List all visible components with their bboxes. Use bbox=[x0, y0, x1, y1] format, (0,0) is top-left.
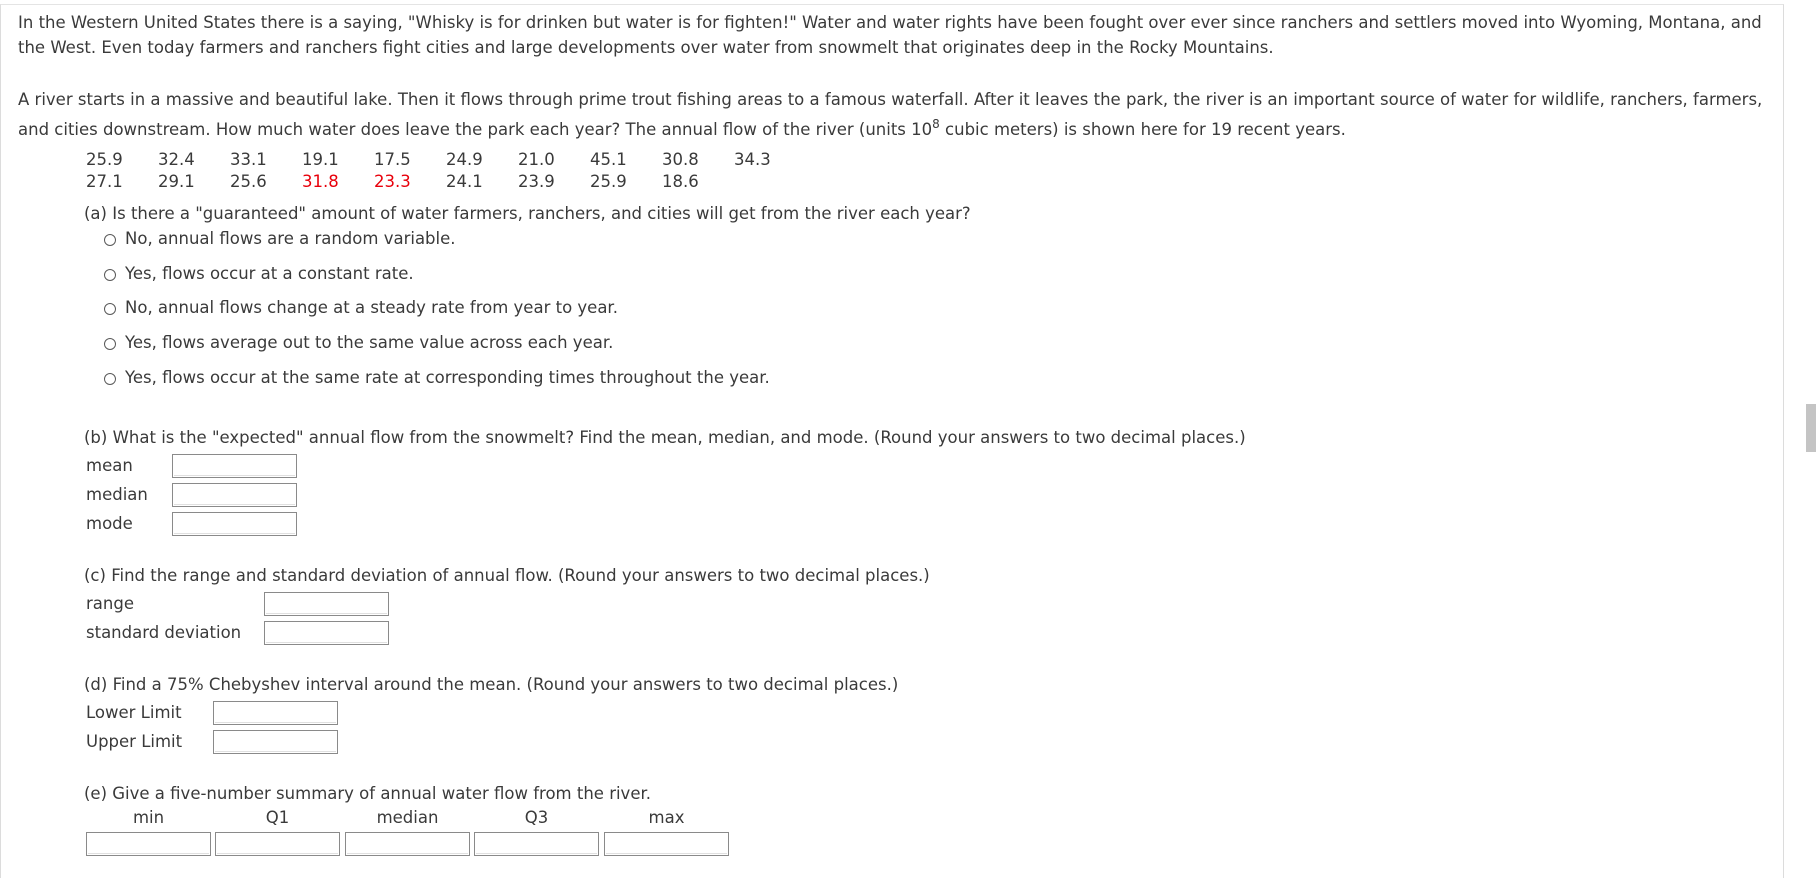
mode-label: mode bbox=[86, 514, 133, 533]
lower-limit-input[interactable] bbox=[213, 701, 338, 725]
radio-button[interactable] bbox=[104, 269, 116, 281]
data-row bbox=[86, 150, 806, 172]
q1-header: Q1 bbox=[265, 808, 290, 827]
mean-label: mean bbox=[86, 456, 133, 475]
radio-option[interactable] bbox=[104, 333, 770, 368]
mode-input[interactable] bbox=[172, 512, 297, 536]
data-cell: 25.9 bbox=[590, 172, 627, 191]
data-cell: 23.9 bbox=[518, 172, 555, 191]
part-c-question: (c) Find the range and standard deviation of annual flow. (Round your answers to two decimal places.) bbox=[84, 566, 930, 585]
radio-option[interactable] bbox=[104, 298, 770, 333]
scrollbar-thumb[interactable] bbox=[1806, 404, 1816, 452]
data-cell: 45.1 bbox=[590, 150, 627, 169]
data-cell: 17.5 bbox=[374, 150, 411, 169]
min-header: min bbox=[132, 808, 165, 827]
median-header: median bbox=[376, 808, 439, 827]
data-cell: 18.6 bbox=[662, 172, 699, 191]
upper-limit-label: Upper Limit bbox=[86, 732, 183, 751]
data-cell: 19.1 bbox=[302, 150, 339, 169]
q3-header: Q3 bbox=[524, 808, 549, 827]
min-input[interactable] bbox=[86, 832, 211, 856]
data-cell: 25.6 bbox=[230, 172, 267, 191]
mean-input[interactable] bbox=[172, 454, 297, 478]
radio-label[interactable]: No, annual flows change at a steady rate from year to year. bbox=[125, 298, 618, 318]
standard-deviation-input[interactable] bbox=[264, 621, 389, 645]
range-label: range bbox=[86, 594, 134, 613]
intro-paragraph-2-units: cubic meters) is shown here for 19 recent years. bbox=[939, 120, 1346, 139]
exponent: 8 bbox=[932, 117, 940, 131]
intro-paragraph-2 bbox=[18, 85, 1770, 145]
data-cell: 27.1 bbox=[86, 172, 123, 191]
intro-text bbox=[18, 10, 1770, 145]
data-cell: 34.3 bbox=[734, 150, 771, 169]
part-e-question: (e) Give a five-number summary of annual water flow from the river. bbox=[84, 784, 651, 803]
data-cell-highlighted: 23.3 bbox=[374, 172, 411, 191]
radio-button[interactable] bbox=[104, 338, 116, 350]
intro-paragraph-2-text: A river starts in a massive and beautiful lake. Then it flows through prime trout fishing areas to a famous waterfall. After it leaves the park, the river is an important source of water for wildlife, ranchers, farmers, and cities downstream. How much water does leave the park each year? The annual flow of the river (units 10 bbox=[18, 90, 1763, 139]
data-cell: 33.1 bbox=[230, 150, 267, 169]
radio-label[interactable]: Yes, flows occur at a constant rate. bbox=[125, 263, 414, 283]
part-d-question: (d) Find a 75% Chebyshev interval around the mean. (Round your answers to two decimal places.) bbox=[84, 675, 899, 694]
radio-button[interactable] bbox=[104, 303, 116, 315]
radio-option[interactable] bbox=[104, 264, 770, 299]
data-row bbox=[86, 172, 806, 194]
radio-label[interactable]: No, annual flows are a random variable. bbox=[125, 229, 456, 248]
median-summary-input[interactable] bbox=[345, 832, 470, 856]
radio-button[interactable] bbox=[104, 234, 116, 246]
part-b-question: (b) What is the "expected" annual flow from the snowmelt? Find the mean, median, and mode. (Round your answers to two decimal places.) bbox=[84, 428, 1246, 447]
q3-input[interactable] bbox=[474, 832, 599, 856]
q1-input[interactable] bbox=[215, 832, 340, 856]
intro-paragraph-1: In the Western United States there is a saying, "Whisky is for drinken but water is for fighten!" Water and water rights have been fought over ever since ranchers and settlers moved into Wyoming, Montana, and the West. Even today farmers and ranchers fight cities and large developments over water from snowmelt that originates deep in the Rocky Mountains. bbox=[18, 13, 1762, 57]
radio-label[interactable]: Yes, flows occur at the same rate at corresponding times throughout the year. bbox=[125, 367, 770, 387]
part-a-options bbox=[104, 229, 770, 402]
max-header: max bbox=[648, 808, 685, 827]
data-cell: 32.4 bbox=[158, 150, 195, 169]
upper-limit-input[interactable] bbox=[213, 730, 338, 754]
median-input[interactable] bbox=[172, 483, 297, 507]
radio-option[interactable] bbox=[104, 368, 770, 403]
data-cell: 24.9 bbox=[446, 150, 483, 169]
radio-option[interactable] bbox=[104, 229, 770, 264]
data-cell: 25.9 bbox=[86, 150, 123, 169]
flow-data-table bbox=[86, 150, 806, 194]
range-input[interactable] bbox=[264, 592, 389, 616]
data-cell: 24.1 bbox=[446, 172, 483, 191]
lower-limit-label: Lower Limit bbox=[86, 703, 182, 722]
part-a-question: (a) Is there a "guaranteed" amount of water farmers, ranchers, and cities will get from the river each year? bbox=[84, 204, 971, 223]
data-cell: 29.1 bbox=[158, 172, 195, 191]
data-cell-highlighted: 31.8 bbox=[302, 172, 339, 191]
standard-deviation-label: standard deviation bbox=[86, 623, 242, 642]
max-input[interactable] bbox=[604, 832, 729, 856]
median-label: median bbox=[86, 485, 148, 504]
radio-button[interactable] bbox=[104, 373, 116, 385]
radio-label[interactable]: Yes, flows average out to the same value across each year. bbox=[125, 333, 614, 353]
data-cell: 30.8 bbox=[662, 150, 699, 169]
data-cell: 21.0 bbox=[518, 150, 555, 169]
